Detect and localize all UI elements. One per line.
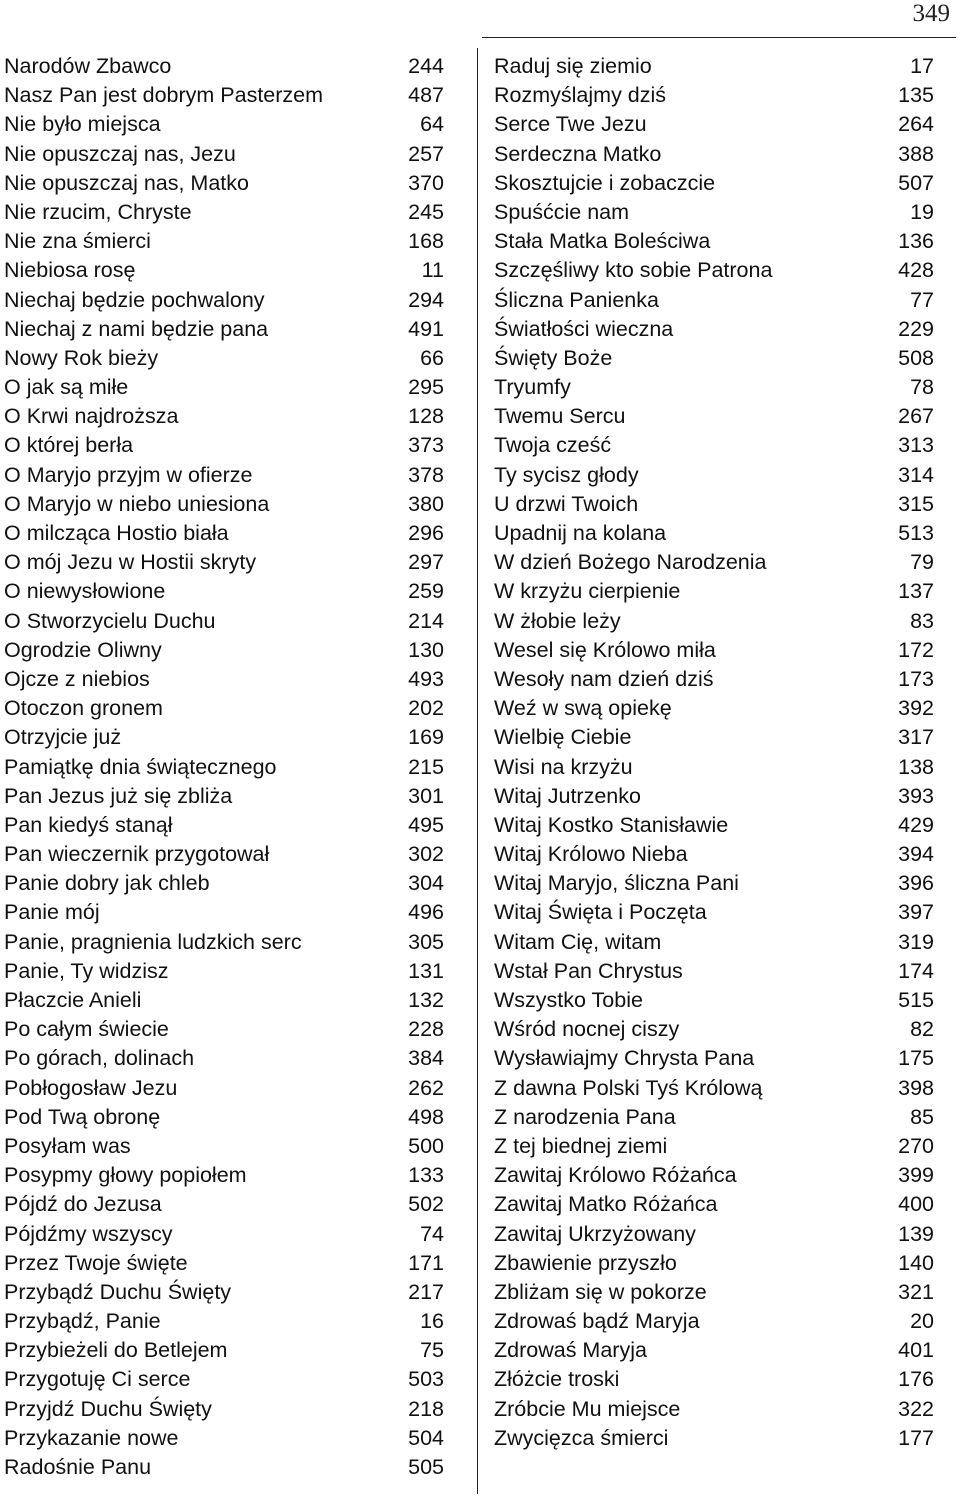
index-entry bbox=[4, 811, 444, 840]
entry-page-number: 270 bbox=[898, 1133, 934, 1158]
entry-title: O Maryjo w niebo uniesiona bbox=[4, 491, 270, 516]
entry-page-number: 295 bbox=[408, 375, 444, 400]
index-entry bbox=[494, 1336, 934, 1365]
entry-page-number: 399 bbox=[898, 1163, 934, 1188]
entry-title: Światłości wieczna bbox=[494, 316, 674, 341]
entry-title: Pobłogosław Jezu bbox=[4, 1075, 178, 1100]
index-entry bbox=[494, 840, 934, 869]
index-entry bbox=[4, 402, 444, 431]
index-entry bbox=[4, 461, 444, 490]
entry-page-number: 296 bbox=[408, 521, 444, 545]
index-entry bbox=[494, 782, 934, 811]
entry-title: Wysławiajmy Chrysta Pana bbox=[494, 1046, 755, 1071]
index-entry bbox=[4, 1336, 444, 1365]
entry-page-number: 83 bbox=[910, 608, 934, 633]
index-entry bbox=[4, 694, 444, 723]
entry-title: Zróbcie Mu miejsce bbox=[494, 1396, 681, 1421]
entry-title: O której berła bbox=[4, 433, 134, 458]
index-entry bbox=[4, 81, 444, 110]
index-entry bbox=[494, 723, 934, 752]
index-entry bbox=[494, 665, 934, 694]
entry-title: Przybądź, Panie bbox=[4, 1309, 161, 1334]
entry-page-number: 493 bbox=[408, 666, 444, 691]
entry-title: Płaczcie Anieli bbox=[4, 988, 142, 1012]
entry-page-number: 500 bbox=[408, 1133, 444, 1158]
entry-page-number: 305 bbox=[408, 929, 444, 954]
index-entry bbox=[494, 869, 934, 898]
entry-title: Niechaj z nami będzie pana bbox=[4, 316, 269, 341]
index-entry bbox=[4, 315, 444, 344]
index-entry bbox=[494, 373, 934, 402]
entry-page-number: 515 bbox=[898, 988, 934, 1012]
entry-title: Witam Cię, witam bbox=[494, 929, 662, 954]
index-entry bbox=[4, 519, 444, 548]
index-entry bbox=[494, 286, 934, 315]
entry-title: O Stworzycielu Duchu bbox=[4, 608, 216, 633]
entry-title: Otoczon gronem bbox=[4, 696, 163, 721]
entry-page-number: 137 bbox=[898, 579, 934, 604]
header-rule bbox=[482, 37, 956, 38]
index-entry bbox=[4, 373, 444, 402]
entry-page-number: 505 bbox=[408, 1455, 444, 1479]
entry-page-number: 321 bbox=[898, 1279, 934, 1304]
entry-title: Radośnie Panu bbox=[4, 1455, 152, 1479]
entry-page-number: 373 bbox=[408, 433, 444, 458]
index-entry bbox=[4, 928, 444, 957]
entry-title: Posypmy głowy popiołem bbox=[4, 1163, 247, 1188]
entry-title: Ojcze z niebios bbox=[4, 666, 150, 691]
entry-title: Nie opuszczaj nas, Jezu bbox=[4, 141, 236, 166]
entry-page-number: 177 bbox=[898, 1425, 934, 1450]
index-entry bbox=[494, 140, 934, 169]
index-entry bbox=[494, 636, 934, 665]
entry-page-number: 401 bbox=[898, 1338, 934, 1363]
entry-title: Przybieżeli do Betlejem bbox=[4, 1338, 228, 1363]
entry-title: U drzwi Twoich bbox=[494, 491, 639, 516]
entry-title: Stała Matka Boleściwa bbox=[494, 229, 711, 254]
entry-page-number: 132 bbox=[408, 988, 444, 1012]
index-entry bbox=[494, 1220, 934, 1249]
entry-title: Wśród nocnej ciszy bbox=[494, 1017, 680, 1042]
entry-page-number: 370 bbox=[408, 170, 444, 195]
entry-title: Rozmyślajmy dziś bbox=[494, 83, 667, 108]
entry-page-number: 392 bbox=[898, 696, 934, 721]
index-entry bbox=[494, 694, 934, 723]
entry-title: Nasz Pan jest dobrym Pasterzem bbox=[4, 83, 324, 108]
entry-title: Zawitaj Matko Różańca bbox=[494, 1192, 718, 1217]
index-entry bbox=[494, 811, 934, 840]
entry-title: Zbawienie przyszło bbox=[494, 1250, 677, 1275]
entry-page-number: 487 bbox=[408, 83, 444, 108]
entry-title: Narodów Zbawco bbox=[4, 54, 172, 78]
entry-title: Pójdźmy wszyscy bbox=[4, 1221, 173, 1246]
entry-page-number: 214 bbox=[408, 608, 444, 633]
entry-page-number: 513 bbox=[898, 521, 934, 545]
index-entry bbox=[4, 344, 444, 373]
entry-page-number: 317 bbox=[898, 725, 934, 750]
entry-page-number: 135 bbox=[898, 83, 934, 108]
entry-title: Pamiątkę dnia świątecznego bbox=[4, 754, 277, 779]
entry-page-number: 397 bbox=[898, 900, 934, 925]
entry-title: Z dawna Polski Tyś Królową bbox=[494, 1075, 763, 1100]
index-entry bbox=[4, 1220, 444, 1249]
index-entry bbox=[494, 1161, 934, 1190]
index-entry bbox=[494, 753, 934, 782]
entry-page-number: 297 bbox=[408, 550, 444, 575]
entry-page-number: 171 bbox=[408, 1250, 444, 1275]
index-entry bbox=[494, 1365, 934, 1394]
index-entry bbox=[4, 1074, 444, 1103]
entry-page-number: 302 bbox=[408, 842, 444, 867]
entry-title: Serce Twe Jezu bbox=[494, 112, 647, 137]
entry-page-number: 394 bbox=[898, 842, 934, 867]
index-entry bbox=[4, 753, 444, 782]
index-entry bbox=[494, 1044, 934, 1073]
entry-title: Wesel się Królowo miła bbox=[494, 637, 716, 662]
entry-title: Raduj się ziemio bbox=[494, 54, 652, 78]
entry-page-number: 388 bbox=[898, 141, 934, 166]
entry-page-number: 495 bbox=[408, 812, 444, 837]
entry-title: Nie opuszczaj nas, Matko bbox=[4, 170, 249, 195]
index-entry bbox=[494, 928, 934, 957]
entry-title: Witaj Jutrzenko bbox=[494, 783, 641, 808]
entry-title: Święty Boże bbox=[494, 345, 613, 370]
index-entry bbox=[4, 52, 444, 81]
entry-title: Przykazanie nowe bbox=[4, 1425, 179, 1450]
index-entry bbox=[4, 636, 444, 665]
entry-page-number: 173 bbox=[898, 666, 934, 691]
entry-page-number: 66 bbox=[420, 345, 444, 370]
entry-title: Przygotuję Ci serce bbox=[4, 1367, 191, 1392]
entry-title: Niechaj będzie pochwalony bbox=[4, 287, 265, 312]
entry-page-number: 85 bbox=[910, 1104, 934, 1129]
index-entry bbox=[494, 315, 934, 344]
index-entry bbox=[494, 607, 934, 636]
entry-title: Wesoły nam dzień dziś bbox=[494, 666, 714, 691]
entry-page-number: 64 bbox=[420, 112, 444, 137]
entry-page-number: 17 bbox=[910, 54, 934, 78]
entry-title: Panie dobry jak chleb bbox=[4, 871, 210, 896]
index-entry bbox=[4, 1249, 444, 1278]
entry-title: Posyłam was bbox=[4, 1133, 131, 1158]
entry-title: Upadnij na kolana bbox=[494, 521, 667, 545]
index-entry bbox=[4, 577, 444, 606]
index-column-right bbox=[494, 52, 934, 1453]
entry-title: Serdeczna Matko bbox=[494, 141, 662, 166]
entry-title: Niebiosa rosę bbox=[4, 258, 136, 283]
entry-page-number: 314 bbox=[898, 462, 934, 487]
index-entry bbox=[4, 431, 444, 460]
index-entry bbox=[4, 1424, 444, 1453]
index-entry bbox=[4, 1307, 444, 1336]
entry-title: Panie, pragnienia ludzkich serc bbox=[4, 929, 302, 954]
index-entry bbox=[494, 256, 934, 285]
index-entry bbox=[494, 1190, 934, 1219]
entry-page-number: 257 bbox=[408, 141, 444, 166]
entry-page-number: 128 bbox=[408, 404, 444, 429]
entry-title: Pan Jezus już się zbliża bbox=[4, 783, 233, 808]
index-entry bbox=[494, 490, 934, 519]
entry-page-number: 294 bbox=[408, 287, 444, 312]
entry-title: W żłobie leży bbox=[494, 608, 621, 633]
entry-title: Przyjdź Duchu Święty bbox=[4, 1396, 212, 1421]
entry-title: Pójdź do Jezusa bbox=[4, 1192, 162, 1217]
index-entry bbox=[4, 1161, 444, 1190]
index-entry bbox=[4, 1365, 444, 1394]
index-entry bbox=[494, 986, 934, 1015]
index-entry bbox=[4, 1190, 444, 1219]
index-entry bbox=[494, 1278, 934, 1307]
entry-page-number: 267 bbox=[898, 404, 934, 429]
entry-page-number: 82 bbox=[910, 1017, 934, 1042]
index-entry bbox=[494, 344, 934, 373]
entry-page-number: 262 bbox=[408, 1075, 444, 1100]
index-entry bbox=[4, 548, 444, 577]
entry-title: Witaj Święta i Poczęta bbox=[494, 900, 707, 925]
entry-page-number: 11 bbox=[421, 258, 444, 283]
entry-page-number: 176 bbox=[898, 1367, 934, 1392]
entry-title: Zawitaj Ukrzyżowany bbox=[494, 1221, 696, 1246]
entry-page-number: 313 bbox=[898, 433, 934, 458]
entry-page-number: 378 bbox=[408, 462, 444, 487]
entry-title: W krzyżu cierpienie bbox=[494, 579, 681, 604]
index-entry bbox=[4, 490, 444, 519]
entry-page-number: 217 bbox=[408, 1279, 444, 1304]
entry-title: Witaj Królowo Nieba bbox=[494, 842, 688, 867]
entry-title: Z narodzenia Pana bbox=[494, 1104, 676, 1129]
entry-page-number: 400 bbox=[898, 1192, 934, 1217]
entry-title: O Krwi najdroższa bbox=[4, 404, 179, 429]
column-divider bbox=[477, 48, 478, 1494]
entry-page-number: 215 bbox=[408, 754, 444, 779]
entry-page-number: 503 bbox=[408, 1367, 444, 1392]
entry-title: O jak są miłe bbox=[4, 375, 129, 400]
entry-page-number: 78 bbox=[910, 375, 934, 400]
entry-title: Po całym świecie bbox=[4, 1017, 169, 1042]
entry-page-number: 136 bbox=[898, 229, 934, 254]
entry-page-number: 380 bbox=[408, 491, 444, 516]
entry-page-number: 131 bbox=[408, 958, 444, 983]
entry-title: Po górach, dolinach bbox=[4, 1046, 195, 1071]
index-entry bbox=[494, 577, 934, 606]
entry-title: Pan wieczernik przygotował bbox=[4, 842, 270, 867]
entry-page-number: 491 bbox=[408, 316, 444, 341]
entry-title: Skosztujcie i zobaczcie bbox=[494, 170, 716, 195]
index-entry bbox=[4, 898, 444, 927]
entry-title: Przybądź Duchu Święty bbox=[4, 1279, 232, 1304]
entry-page-number: 393 bbox=[898, 783, 934, 808]
index-entry bbox=[4, 723, 444, 752]
entry-title: Szczęśliwy kto sobie Patrona bbox=[494, 258, 773, 283]
index-entry bbox=[494, 110, 934, 139]
index-entry bbox=[494, 957, 934, 986]
entry-title: Zdrowaś Maryja bbox=[494, 1338, 647, 1363]
entry-page-number: 429 bbox=[898, 812, 934, 837]
entry-page-number: 301 bbox=[408, 783, 444, 808]
entry-title: Zbliżam się w pokorze bbox=[494, 1279, 707, 1304]
entry-page-number: 75 bbox=[420, 1338, 444, 1363]
entry-title: Zdrowaś bądź Maryja bbox=[494, 1309, 700, 1334]
index-entry bbox=[494, 81, 934, 110]
entry-title: Twemu Sercu bbox=[494, 404, 626, 429]
index-entry bbox=[494, 402, 934, 431]
index-entry bbox=[4, 665, 444, 694]
entry-title: O Maryjo przyjm w ofierze bbox=[4, 462, 253, 487]
entry-title: Złóżcie troski bbox=[494, 1367, 620, 1392]
entry-page-number: 172 bbox=[898, 637, 934, 662]
entry-page-number: 79 bbox=[910, 550, 934, 575]
index-entry bbox=[4, 782, 444, 811]
index-entry bbox=[494, 169, 934, 198]
index-entry bbox=[4, 198, 444, 227]
entry-title: Ty sycisz głody bbox=[494, 462, 639, 487]
entry-page-number: 16 bbox=[420, 1309, 444, 1334]
entry-title: O milcząca Hostio biała bbox=[4, 521, 229, 545]
entry-title: Zwycięzca śmierci bbox=[494, 1425, 669, 1450]
entry-page-number: 168 bbox=[408, 229, 444, 254]
entry-title: Spuśćcie nam bbox=[494, 199, 630, 224]
entry-page-number: 398 bbox=[898, 1075, 934, 1100]
entry-page-number: 130 bbox=[408, 637, 444, 662]
index-column-left bbox=[4, 52, 444, 1482]
entry-title: Wielbię Ciebie bbox=[494, 725, 632, 750]
index-entry bbox=[494, 1132, 934, 1161]
entry-title: Zawitaj Królowo Różańca bbox=[494, 1163, 737, 1188]
index-entry bbox=[4, 986, 444, 1015]
index-entry bbox=[4, 1453, 444, 1482]
entry-title: Wisi na krzyżu bbox=[494, 754, 633, 779]
entry-page-number: 19 bbox=[910, 199, 934, 224]
entry-title: Ogrodzie Oliwny bbox=[4, 637, 162, 662]
index-entry bbox=[4, 1132, 444, 1161]
entry-page-number: 245 bbox=[408, 199, 444, 224]
entry-title: Nie zna śmierci bbox=[4, 229, 151, 254]
entry-page-number: 169 bbox=[408, 725, 444, 750]
index-entry bbox=[494, 227, 934, 256]
index-entry bbox=[494, 198, 934, 227]
index-entry bbox=[4, 110, 444, 139]
entry-page-number: 396 bbox=[898, 871, 934, 896]
index-entry bbox=[494, 548, 934, 577]
entry-title: Tryumfy bbox=[494, 375, 571, 400]
page-number: 349 bbox=[912, 0, 950, 27]
index-entry bbox=[494, 431, 934, 460]
index-entry bbox=[494, 461, 934, 490]
entry-page-number: 504 bbox=[408, 1425, 444, 1450]
entry-title: Pan kiedyś stanął bbox=[4, 812, 173, 837]
entry-title: Witaj Kostko Stanisławie bbox=[494, 812, 729, 837]
index-entry bbox=[494, 1015, 934, 1044]
entry-page-number: 20 bbox=[910, 1309, 934, 1334]
entry-title: Wszystko Tobie bbox=[494, 988, 643, 1012]
entry-page-number: 139 bbox=[898, 1221, 934, 1246]
entry-page-number: 498 bbox=[408, 1104, 444, 1129]
entry-page-number: 133 bbox=[408, 1163, 444, 1188]
entry-title: Pod Twą obronę bbox=[4, 1104, 161, 1129]
entry-title: Nie rzucim, Chryste bbox=[4, 199, 192, 224]
entry-title: Witaj Maryjo, śliczna Pani bbox=[494, 871, 739, 896]
entry-page-number: 138 bbox=[898, 754, 934, 779]
entry-title: Nowy Rok bieży bbox=[4, 345, 159, 370]
entry-page-number: 202 bbox=[408, 696, 444, 721]
entry-title: Panie, Ty widzisz bbox=[4, 958, 169, 983]
entry-title: Twoja cześć bbox=[494, 433, 612, 458]
index-entry bbox=[494, 898, 934, 927]
index-entry bbox=[494, 52, 934, 81]
index-entry bbox=[4, 256, 444, 285]
index-entry bbox=[4, 957, 444, 986]
entry-page-number: 140 bbox=[898, 1250, 934, 1275]
index-entry bbox=[4, 840, 444, 869]
entry-title: O mój Jezu w Hostii skryty bbox=[4, 550, 257, 575]
entry-page-number: 244 bbox=[408, 54, 444, 78]
entry-page-number: 175 bbox=[898, 1046, 934, 1071]
entry-page-number: 218 bbox=[408, 1396, 444, 1421]
entry-title: Panie mój bbox=[4, 900, 100, 925]
index-entry bbox=[4, 1044, 444, 1073]
entry-page-number: 229 bbox=[898, 316, 934, 341]
entry-page-number: 384 bbox=[408, 1046, 444, 1071]
index-entry bbox=[4, 607, 444, 636]
entry-page-number: 304 bbox=[408, 871, 444, 896]
index-entry bbox=[494, 1249, 934, 1278]
index-entry bbox=[494, 1074, 934, 1103]
index-entry bbox=[4, 169, 444, 198]
index-entry bbox=[4, 1278, 444, 1307]
entry-title: Przez Twoje święte bbox=[4, 1250, 188, 1275]
entry-page-number: 428 bbox=[898, 258, 934, 283]
entry-page-number: 174 bbox=[898, 958, 934, 983]
index-entry bbox=[4, 140, 444, 169]
entry-title: W dzień Bożego Narodzenia bbox=[494, 550, 767, 575]
index-entry bbox=[4, 1015, 444, 1044]
entry-page-number: 322 bbox=[898, 1396, 934, 1421]
entry-title: Weź w swą opiekę bbox=[494, 696, 672, 721]
index-entry bbox=[494, 1103, 934, 1132]
entry-page-number: 502 bbox=[408, 1192, 444, 1217]
entry-page-number: 264 bbox=[898, 112, 934, 137]
entry-page-number: 315 bbox=[898, 491, 934, 516]
entry-page-number: 496 bbox=[408, 900, 444, 925]
entry-page-number: 507 bbox=[898, 170, 934, 195]
index-entry bbox=[4, 1395, 444, 1424]
index-entry bbox=[494, 519, 934, 548]
index-entry bbox=[4, 1103, 444, 1132]
index-entry bbox=[494, 1307, 934, 1336]
entry-title: Z tej biednej ziemi bbox=[494, 1133, 668, 1158]
index-entry bbox=[4, 286, 444, 315]
entry-title: Nie było miejsca bbox=[4, 112, 161, 137]
entry-title: O niewysłowione bbox=[4, 579, 166, 604]
index-entry bbox=[4, 227, 444, 256]
entry-page-number: 508 bbox=[898, 345, 934, 370]
entry-page-number: 259 bbox=[408, 579, 444, 604]
entry-title: Otrzyjcie już bbox=[4, 725, 122, 750]
entry-page-number: 319 bbox=[898, 929, 934, 954]
entry-title: Śliczna Panienka bbox=[494, 287, 659, 312]
entry-page-number: 74 bbox=[420, 1221, 444, 1246]
index-entry bbox=[4, 869, 444, 898]
entry-title: Wstał Pan Chrystus bbox=[494, 958, 683, 983]
entry-page-number: 77 bbox=[910, 287, 934, 312]
index-entry bbox=[494, 1395, 934, 1424]
index-entry bbox=[494, 1424, 934, 1453]
entry-page-number: 228 bbox=[408, 1017, 444, 1042]
